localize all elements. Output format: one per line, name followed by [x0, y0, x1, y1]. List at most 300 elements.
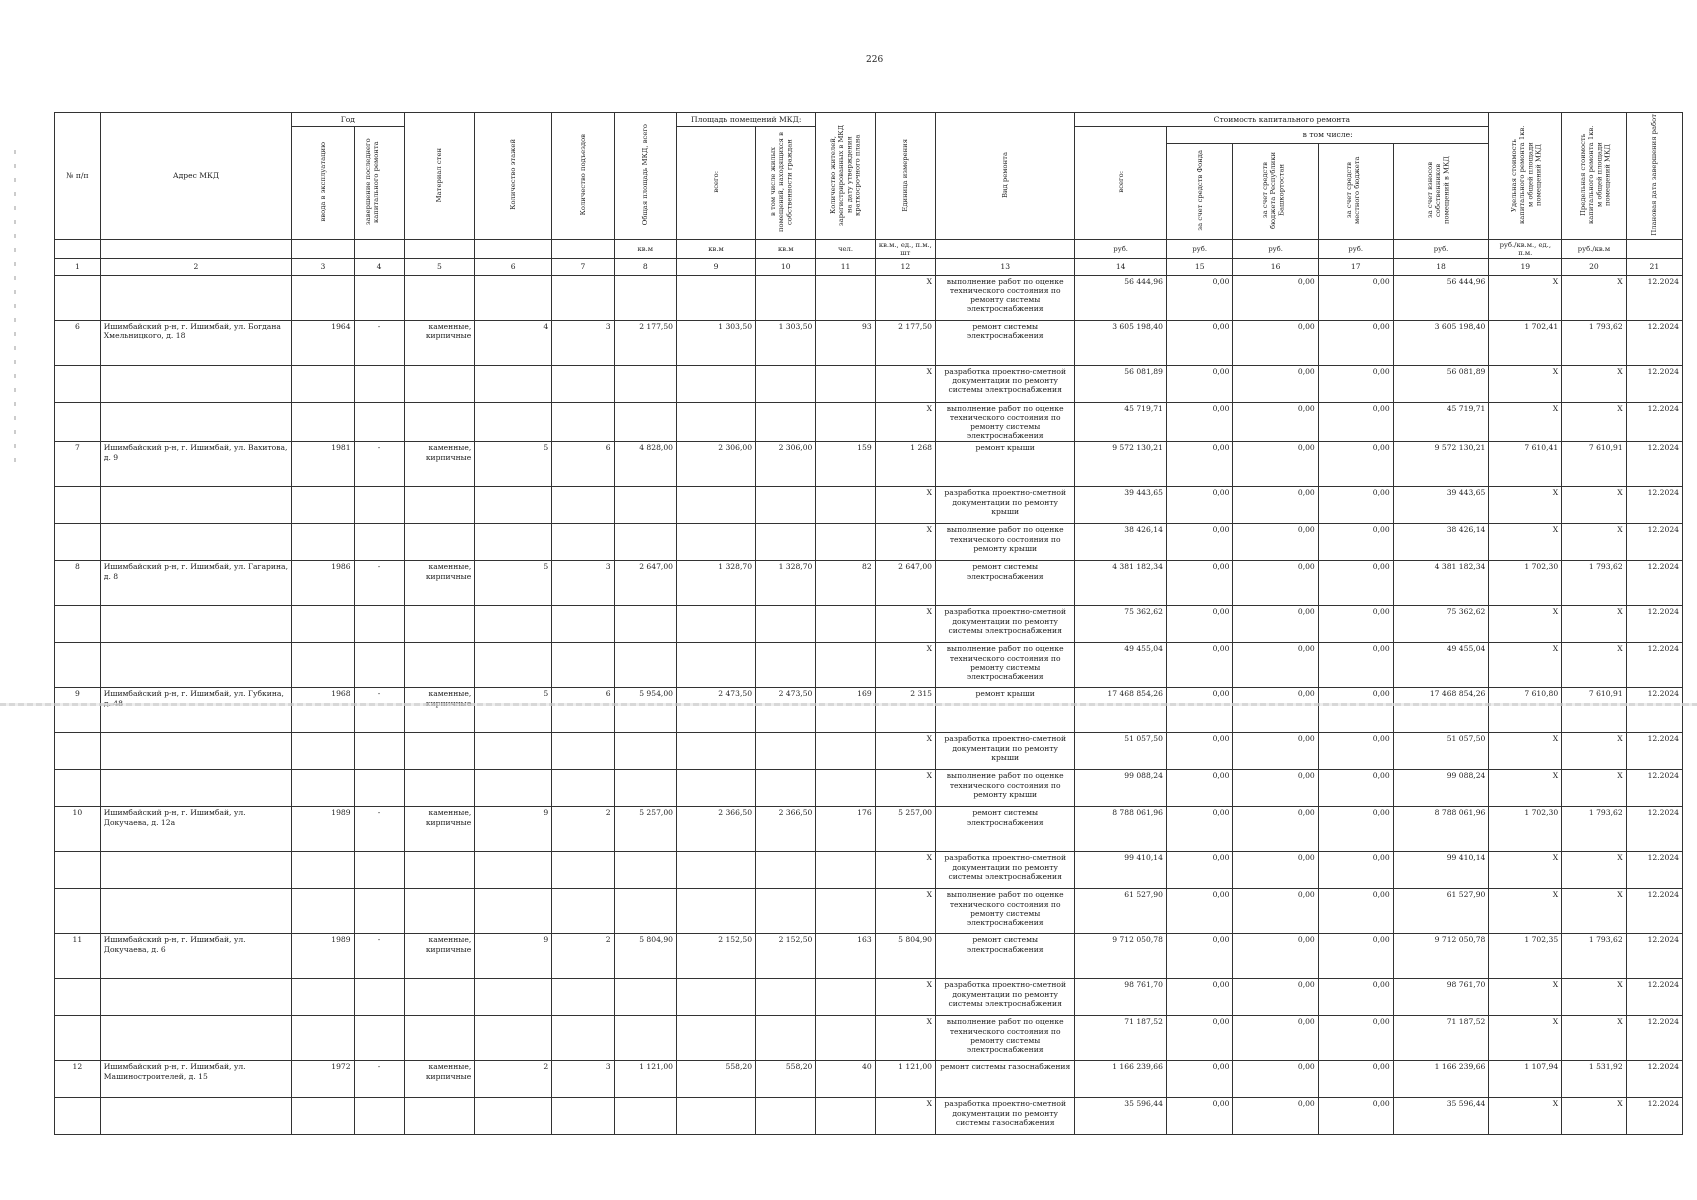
cost-owners-cell: 51 057,50 [1393, 733, 1489, 770]
cost-local-cell: 0,00 [1318, 979, 1393, 1016]
address-cell [100, 770, 291, 807]
residents-cell: 169 [816, 688, 875, 733]
entrances-cell [552, 276, 614, 321]
cost-fund-cell: 0,00 [1166, 403, 1233, 442]
owned-cell [756, 733, 816, 770]
cost-republic-cell: 0,00 [1233, 733, 1318, 770]
cost-total-cell: 99 410,14 [1075, 852, 1167, 889]
work-type-cell: разработка проектно-сметной документации по ремонту системы электроснабжения [936, 606, 1075, 643]
cost-owners-cell: 8 788 061,96 [1393, 807, 1489, 852]
deadline-cell: 12.2024 [1626, 979, 1682, 1016]
cost-republic-cell: 0,00 [1233, 852, 1318, 889]
cost-owners-cell: 75 362,62 [1393, 606, 1489, 643]
entrances-cell [552, 889, 614, 934]
last-repair-cell [354, 487, 404, 524]
table-row [55, 1061, 1683, 1098]
column-number: 7 [552, 259, 614, 276]
cost-total-cell: 99 088,24 [1075, 770, 1167, 807]
max-cost-cell: X [1562, 979, 1626, 1016]
total-area-cell [614, 276, 676, 321]
total-area-cell [614, 1016, 676, 1061]
address-cell: Ишимбайский р-н, г. Ишимбай, ул. Вахитова, д. 9 [100, 442, 291, 487]
cost-republic-cell: 0,00 [1233, 1098, 1318, 1135]
measure-cell: X [875, 524, 935, 561]
header-premises-total: всего: [677, 127, 756, 240]
cost-republic-cell: 0,00 [1233, 366, 1318, 403]
header-cost-total: всего: [1075, 127, 1167, 240]
wall-cell: каменные, [404, 688, 475, 733]
units-row: кв.м кв.м кв.м чел. кв.м., ед., п.м., шт руб. руб. руб. руб. руб. руб./кв.м., ед., п.м. руб./кв.м [55, 239, 1683, 258]
last-repair-cell [354, 403, 404, 442]
wall-cell: каменные, кирпичные [404, 807, 475, 852]
deadline-cell: 12.2024 [1626, 403, 1682, 442]
entrances-cell: 3 [552, 561, 614, 606]
cost-local-cell: 0,00 [1318, 561, 1393, 606]
header-total-area: Общая площадь МКД, всего [614, 113, 676, 240]
table-row [55, 561, 1683, 606]
entrances-cell [552, 770, 614, 807]
table-row [55, 321, 1683, 366]
premises-cell [677, 643, 756, 688]
max-cost-cell: X [1562, 852, 1626, 889]
entrances-cell [552, 366, 614, 403]
cost-owners-cell: 71 187,52 [1393, 1016, 1489, 1061]
table-row [55, 643, 1683, 688]
entrances-cell: 2 [552, 807, 614, 852]
work-type-cell: выполнение работ по оценке технического состояния по ремонту крыши [936, 770, 1075, 807]
table-row [55, 366, 1683, 403]
column-number: 20 [1562, 259, 1626, 276]
last-repair-cell [354, 643, 404, 688]
max-cost-cell: X [1562, 889, 1626, 934]
unit-cost-cell: 7 610,41 [1489, 442, 1562, 487]
cost-local-cell: 0,00 [1318, 770, 1393, 807]
column-number: 11 [816, 259, 875, 276]
header-cost-republic: за счет средств бюджета Республики Башкортостан [1233, 143, 1318, 239]
cost-total-cell: 56 081,89 [1075, 366, 1167, 403]
year-cell [292, 733, 354, 770]
floors-cell [475, 487, 552, 524]
wall-cell [404, 1098, 475, 1135]
max-cost-cell: 7 610,91 [1562, 688, 1626, 733]
cost-total-cell: 39 443,65 [1075, 487, 1167, 524]
owned-cell [756, 643, 816, 688]
floors-cell [475, 979, 552, 1016]
cost-total-cell: 17 468 854,26 [1075, 688, 1167, 733]
premises-cell [677, 733, 756, 770]
premises-cell [677, 979, 756, 1016]
last-repair-cell: - [354, 442, 404, 487]
cost-owners-cell: 45 719,71 [1393, 403, 1489, 442]
table-row [55, 524, 1683, 561]
cost-total-cell: 9 712 050,78 [1075, 934, 1167, 979]
cost-fund-cell: 0,00 [1166, 733, 1233, 770]
owned-cell [756, 366, 816, 403]
cost-fund-cell: 0,00 [1166, 807, 1233, 852]
residents-cell [816, 276, 875, 321]
header-including: в том числе: [1166, 127, 1488, 144]
year-cell: 1986 [292, 561, 354, 606]
year-cell: 1981 [292, 442, 354, 487]
measure-cell: X [875, 889, 935, 934]
cost-local-cell: 0,00 [1318, 403, 1393, 442]
work-type-cell: выполнение работ по оценке технического состояния по ремонту системы электроснабжения [936, 1016, 1075, 1061]
cost-local-cell: 0,00 [1318, 442, 1393, 487]
cost-total-cell: 45 719,71 [1075, 403, 1167, 442]
max-cost-cell: X [1562, 487, 1626, 524]
owned-cell: 2 306,00 [756, 442, 816, 487]
header-address: Адрес МКД [100, 113, 291, 240]
owned-cell: 2 473,50 [756, 688, 816, 733]
measure-cell: 1 268 [875, 442, 935, 487]
row-number: 6 [55, 321, 101, 366]
table-row [55, 276, 1683, 321]
floors-cell [475, 606, 552, 643]
wall-cell [404, 733, 475, 770]
table-row [55, 688, 1683, 733]
last-repair-cell [354, 770, 404, 807]
year-cell [292, 524, 354, 561]
work-type-cell: разработка проектно-сметной документации по ремонту системы электроснабжения [936, 979, 1075, 1016]
row-number [55, 643, 101, 688]
cost-local-cell: 0,00 [1318, 733, 1393, 770]
max-cost-cell: X [1562, 643, 1626, 688]
wall-cell [404, 643, 475, 688]
cost-fund-cell: 0,00 [1166, 770, 1233, 807]
owned-cell: 1 328,70 [756, 561, 816, 606]
deadline-cell: 12.2024 [1626, 321, 1682, 366]
max-cost-cell: 1 531,92 [1562, 1061, 1626, 1098]
floors-cell [475, 366, 552, 403]
column-number: 19 [1489, 259, 1562, 276]
year-cell [292, 606, 354, 643]
entrances-cell: 3 [552, 321, 614, 366]
cost-owners-cell: 56 081,89 [1393, 366, 1489, 403]
cost-owners-cell: 98 761,70 [1393, 979, 1489, 1016]
entrances-cell [552, 1098, 614, 1135]
total-area-cell [614, 606, 676, 643]
measure-cell: 2 177,50 [875, 321, 935, 366]
cost-total-cell: 8 788 061,96 [1075, 807, 1167, 852]
address-cell [100, 852, 291, 889]
year-cell: 1989 [292, 807, 354, 852]
max-cost-cell: 1 793,62 [1562, 807, 1626, 852]
wall-cell [404, 1016, 475, 1061]
table-row [55, 733, 1683, 770]
total-area-cell [614, 979, 676, 1016]
cost-local-cell: 0,00 [1318, 934, 1393, 979]
measure-cell: X [875, 403, 935, 442]
year-cell: 1972 [292, 1061, 354, 1098]
column-number: 3 [292, 259, 354, 276]
cost-fund-cell: 0,00 [1166, 643, 1233, 688]
column-number: 17 [1318, 259, 1393, 276]
entrances-cell [552, 1016, 614, 1061]
total-area-cell [614, 770, 676, 807]
cost-owners-cell: 9 572 130,21 [1393, 442, 1489, 487]
last-repair-cell [354, 733, 404, 770]
row-number [55, 276, 101, 321]
residents-cell: 93 [816, 321, 875, 366]
wall-cell: каменные, кирпичные [404, 561, 475, 606]
last-repair-cell [354, 276, 404, 321]
column-number: 8 [614, 259, 676, 276]
column-number: 15 [1166, 259, 1233, 276]
entrances-cell: 6 [552, 442, 614, 487]
entrances-cell [552, 852, 614, 889]
address-cell [100, 643, 291, 688]
last-repair-cell [354, 524, 404, 561]
row-number [55, 524, 101, 561]
row-number [55, 979, 101, 1016]
owned-cell [756, 770, 816, 807]
total-area-cell [614, 643, 676, 688]
cost-fund-cell: 0,00 [1166, 688, 1233, 733]
cost-total-cell: 51 057,50 [1075, 733, 1167, 770]
cost-republic-cell: 0,00 [1233, 807, 1318, 852]
header-wall: Материал стен [404, 113, 475, 240]
floors-cell [475, 1016, 552, 1061]
cost-republic-cell: 0,00 [1233, 934, 1318, 979]
premises-cell [677, 1016, 756, 1061]
row-number: 10 [55, 807, 101, 852]
column-number: 21 [1626, 259, 1682, 276]
unit-cost-cell: X [1489, 1016, 1562, 1061]
total-area-cell [614, 889, 676, 934]
unit-cost-cell: X [1489, 276, 1562, 321]
measure-cell: X [875, 733, 935, 770]
cost-fund-cell: 0,00 [1166, 1016, 1233, 1061]
residents-cell: 40 [816, 1061, 875, 1098]
wall-cell [404, 366, 475, 403]
address-cell: Ишимбайский р-н, г. Ишимбай, ул. Гагарина, д. 8 [100, 561, 291, 606]
address-cell: Ишимбайский р-н, г. Ишимбай, ул. Богдана Хмельницкого, д. 18 [100, 321, 291, 366]
cost-local-cell: 0,00 [1318, 1016, 1393, 1061]
cost-fund-cell: 0,00 [1166, 606, 1233, 643]
wall-cell [404, 889, 475, 934]
premises-cell: 2 306,00 [677, 442, 756, 487]
residents-cell: 163 [816, 934, 875, 979]
owned-cell: 2 152,50 [756, 934, 816, 979]
cost-owners-cell: 39 443,65 [1393, 487, 1489, 524]
unit-cost-cell: X [1489, 770, 1562, 807]
residents-cell: 176 [816, 807, 875, 852]
cost-republic-cell: 0,00 [1233, 442, 1318, 487]
measure-cell: 1 121,00 [875, 1061, 935, 1098]
unit-cost-cell: X [1489, 979, 1562, 1016]
floors-cell [475, 643, 552, 688]
row-number: 8 [55, 561, 101, 606]
residents-cell [816, 524, 875, 561]
cost-republic-cell: 0,00 [1233, 688, 1318, 733]
header-unit-cost: Удельная стоимость капитального ремонта 1кв. м общей площади помещений МКД [1489, 113, 1562, 240]
cost-fund-cell: 0,00 [1166, 852, 1233, 889]
cost-fund-cell: 0,00 [1166, 1061, 1233, 1098]
unit-cost-cell: X [1489, 852, 1562, 889]
cost-local-cell: 0,00 [1318, 852, 1393, 889]
cost-fund-cell: 0,00 [1166, 366, 1233, 403]
unit-cost-cell: 1 107,94 [1489, 1061, 1562, 1098]
measure-cell: 5 804,90 [875, 934, 935, 979]
floors-cell: 2 [475, 1061, 552, 1098]
year-cell [292, 852, 354, 889]
row-number [55, 606, 101, 643]
header-cost-owners: за счет взносов собственников помещений в МКД [1393, 143, 1489, 239]
total-area-cell: 5 954,00 [614, 688, 676, 733]
premises-cell [677, 403, 756, 442]
max-cost-cell: 1 793,62 [1562, 561, 1626, 606]
residents-cell [816, 889, 875, 934]
cost-local-cell: 0,00 [1318, 524, 1393, 561]
work-type-cell: разработка проектно-сметной документации по ремонту крыши [936, 487, 1075, 524]
table-row [55, 442, 1683, 487]
year-cell [292, 1098, 354, 1135]
cost-fund-cell: 0,00 [1166, 979, 1233, 1016]
scan-margin-mark [14, 150, 16, 470]
table-row [55, 487, 1683, 524]
premises-cell: 2 473,50 [677, 688, 756, 733]
floors-cell: 5 [475, 561, 552, 606]
measure-cell: X [875, 852, 935, 889]
wall-cell [404, 852, 475, 889]
last-repair-cell [354, 1098, 404, 1135]
total-area-cell: 1 121,00 [614, 1061, 676, 1098]
wall-cell: каменные, кирпичные [404, 1061, 475, 1098]
year-cell [292, 770, 354, 807]
total-area-cell [614, 524, 676, 561]
entrances-cell: 6 [552, 688, 614, 733]
measure-cell: X [875, 276, 935, 321]
entrances-cell [552, 979, 614, 1016]
cost-total-cell: 71 187,52 [1075, 1016, 1167, 1061]
unit-cost-cell: X [1489, 403, 1562, 442]
row-number [55, 403, 101, 442]
column-number: 10 [756, 259, 816, 276]
cost-total-cell: 56 444,96 [1075, 276, 1167, 321]
cost-local-cell: 0,00 [1318, 487, 1393, 524]
table-row [55, 889, 1683, 934]
column-number: 6 [475, 259, 552, 276]
deadline-cell: 12.2024 [1626, 889, 1682, 934]
column-number: 12 [875, 259, 935, 276]
entrances-cell [552, 643, 614, 688]
residents-cell: 159 [816, 442, 875, 487]
premises-cell [677, 606, 756, 643]
page-number: 226 [866, 55, 884, 65]
deadline-cell: 12.2024 [1626, 606, 1682, 643]
column-number: 2 [100, 259, 291, 276]
year-cell [292, 487, 354, 524]
cost-owners-cell: 1 166 239,66 [1393, 1061, 1489, 1098]
header-entrances: Количество подъездов [552, 113, 614, 240]
unit-cost-cell: X [1489, 643, 1562, 688]
cost-local-cell: 0,00 [1318, 276, 1393, 321]
cost-fund-cell: 0,00 [1166, 889, 1233, 934]
work-type-cell: ремонт крыши [936, 688, 1075, 733]
measure-cell: X [875, 1098, 935, 1135]
cost-owners-cell: 49 455,04 [1393, 643, 1489, 688]
last-repair-cell [354, 1016, 404, 1061]
cost-local-cell: 0,00 [1318, 807, 1393, 852]
cost-local-cell: 0,00 [1318, 1098, 1393, 1135]
address-cell [100, 1098, 291, 1135]
cost-owners-cell: 99 088,24 [1393, 770, 1489, 807]
owned-cell [756, 606, 816, 643]
max-cost-cell: X [1562, 276, 1626, 321]
work-type-cell: выполнение работ по оценке технического состояния по ремонту системы электроснабжения [936, 403, 1075, 442]
deadline-cell: 12.2024 [1626, 770, 1682, 807]
owned-cell [756, 524, 816, 561]
column-number: 16 [1233, 259, 1318, 276]
cost-fund-cell: 0,00 [1166, 1098, 1233, 1135]
year-cell [292, 889, 354, 934]
work-type-cell: разработка проектно-сметной документации по ремонту крыши [936, 733, 1075, 770]
address-cell [100, 606, 291, 643]
header-residents: Количество жителей, зарегистрированных в МКД на дату утверждения краткосрочного плана [816, 113, 875, 240]
unit-cost-cell: X [1489, 366, 1562, 403]
address-cell [100, 889, 291, 934]
header-work-type: Вид ремонта [936, 113, 1075, 240]
cost-republic-cell: 0,00 [1233, 1061, 1318, 1098]
floors-cell [475, 1098, 552, 1135]
column-number: 9 [677, 259, 756, 276]
column-number: 1 [55, 259, 101, 276]
floors-cell [475, 889, 552, 934]
cost-owners-cell: 61 527,90 [1393, 889, 1489, 934]
cost-fund-cell: 0,00 [1166, 934, 1233, 979]
max-cost-cell: X [1562, 1016, 1626, 1061]
total-area-cell: 2 177,50 [614, 321, 676, 366]
work-type-cell: выполнение работ по оценке технического состояния по ремонту системы электроснабжения [936, 643, 1075, 688]
table-row [55, 1098, 1683, 1135]
table-row [55, 403, 1683, 442]
residents-cell [816, 606, 875, 643]
premises-cell [677, 1098, 756, 1135]
floors-cell: 9 [475, 807, 552, 852]
floors-cell [475, 276, 552, 321]
unit-cost-cell: 1 702,30 [1489, 807, 1562, 852]
owned-cell: 1 303,50 [756, 321, 816, 366]
floors-cell: 5 [475, 442, 552, 487]
table-row [55, 1016, 1683, 1061]
row-number [55, 1016, 101, 1061]
cost-local-cell: 0,00 [1318, 606, 1393, 643]
row-number [55, 852, 101, 889]
max-cost-cell: X [1562, 770, 1626, 807]
work-type-cell: разработка проектно-сметной документации по ремонту системы газоснабжения [936, 1098, 1075, 1135]
header-premises-owned: в том числе жилых помещений, находящихся в собственности граждан [756, 127, 816, 240]
cost-total-cell: 3 605 198,40 [1075, 321, 1167, 366]
entrances-cell [552, 524, 614, 561]
measure-cell: 5 257,00 [875, 807, 935, 852]
deadline-cell: 12.2024 [1626, 852, 1682, 889]
total-area-cell: 5 804,90 [614, 934, 676, 979]
wall-cell: каменные, кирпичные [404, 934, 475, 979]
cost-total-cell: 75 362,62 [1075, 606, 1167, 643]
scan-artifact-line [0, 703, 1697, 706]
cost-republic-cell: 0,00 [1233, 889, 1318, 934]
cost-total-cell: 98 761,70 [1075, 979, 1167, 1016]
owned-cell [756, 1098, 816, 1135]
address-cell [100, 403, 291, 442]
wall-cell [404, 524, 475, 561]
deadline-cell: 12.2024 [1626, 561, 1682, 606]
year-cell [292, 979, 354, 1016]
row-number [55, 733, 101, 770]
residents-cell [816, 643, 875, 688]
owned-cell [756, 403, 816, 442]
floors-cell [475, 770, 552, 807]
